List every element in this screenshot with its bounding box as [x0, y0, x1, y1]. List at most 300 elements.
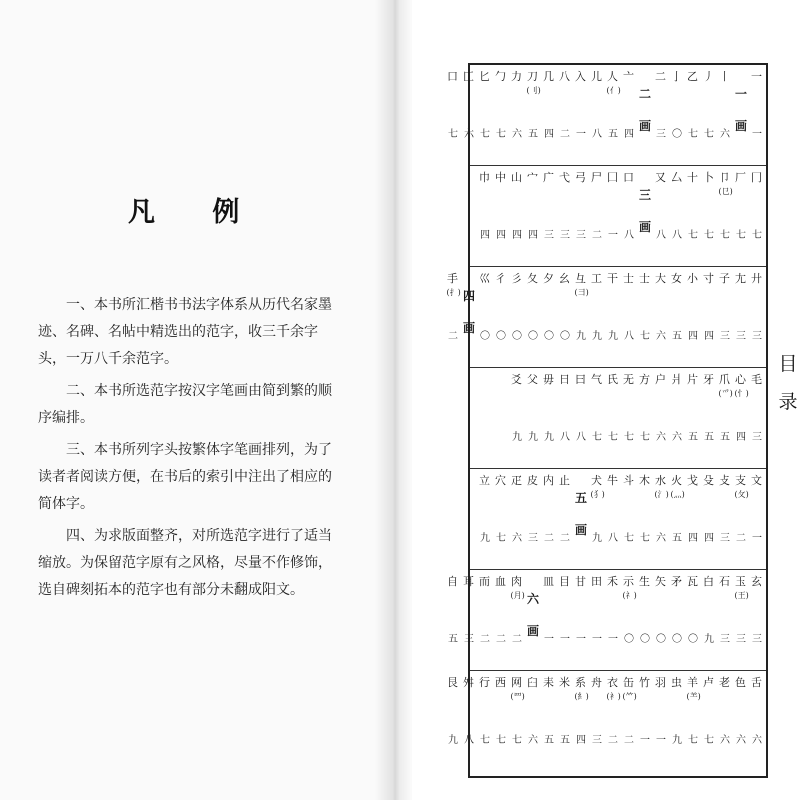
- toc-entry[interactable]: [495, 469, 506, 544]
- toc-radical: 寸: [703, 272, 714, 285]
- toc-radical-variant: (月): [510, 591, 525, 600]
- toc-entry[interactable]: [639, 368, 650, 443]
- toc-radical: 玄: [751, 575, 762, 588]
- toc-radical-variant: (礻): [622, 591, 637, 600]
- toc-entry[interactable]: [751, 267, 762, 342]
- toc-page-number: 一: [592, 634, 602, 645]
- toc-entry[interactable]: [479, 469, 490, 544]
- toc-radical-variant: (衤): [606, 692, 621, 701]
- toc-entry[interactable]: [751, 469, 762, 544]
- toc-radical: 彡: [511, 272, 522, 285]
- toc-entry[interactable]: [606, 65, 621, 140]
- toc-entry[interactable]: [686, 671, 701, 746]
- toc-radical: 囗: [607, 171, 618, 184]
- toc-entry[interactable]: [479, 267, 490, 342]
- toc-radical: 二: [655, 70, 666, 83]
- toc-page-number: 九: [592, 331, 602, 342]
- toc-page-number: 七: [720, 230, 730, 241]
- toc-entry[interactable]: [623, 166, 634, 241]
- toc-radical: 勹: [495, 70, 506, 83]
- toc-entry[interactable]: [495, 671, 506, 746]
- toc-page-number: 六: [464, 129, 474, 140]
- toc-entry[interactable]: [559, 166, 570, 241]
- toc-page-number: 九: [672, 735, 682, 746]
- toc-entry[interactable]: [751, 166, 762, 241]
- stroke-label-char: 三: [638, 188, 651, 202]
- toc-entry[interactable]: [670, 469, 685, 544]
- toc-page-number: 二: [560, 533, 570, 544]
- toc-page-number: 五: [688, 432, 698, 443]
- stroke-label-char: 二: [638, 87, 651, 101]
- toc-page-number: 一: [752, 533, 762, 544]
- toc-entry[interactable]: [607, 267, 618, 342]
- toc-entry[interactable]: [543, 469, 554, 544]
- toc-page-number: 六: [752, 735, 762, 746]
- toc-radical: 示: [623, 575, 634, 588]
- toc-page-number: 七: [704, 129, 714, 140]
- toc-page-number: 四: [528, 230, 538, 241]
- toc-entry[interactable]: [719, 671, 730, 746]
- toc-radical: 工: [591, 272, 602, 285]
- toc-radical: 士: [623, 272, 634, 285]
- toc-radical: 攴: [719, 474, 730, 487]
- toc-entry[interactable]: [751, 368, 762, 443]
- toc-page-number: 八: [656, 230, 666, 241]
- toc-radical-variant: (刂): [526, 86, 541, 95]
- toc-radical: 火: [671, 474, 682, 487]
- toc-page-number: 一: [576, 634, 586, 645]
- toc-entry[interactable]: [687, 570, 698, 645]
- toc-radical-variant: (罒): [510, 692, 525, 701]
- toc-entry[interactable]: [687, 368, 698, 443]
- toc-entry[interactable]: [479, 570, 490, 645]
- toc-radical: 米: [559, 676, 570, 689]
- toc-entry[interactable]: [559, 368, 570, 443]
- toc-radical: 皿: [543, 575, 554, 588]
- toc-entry[interactable]: [463, 570, 474, 645]
- toc-entry[interactable]: [591, 65, 602, 140]
- toc-radical: 缶: [623, 676, 634, 689]
- toc-page-number: 四: [512, 230, 522, 241]
- toc-entry[interactable]: [479, 166, 490, 241]
- toc-page-number: 二: [624, 735, 634, 746]
- toc-entry[interactable]: [622, 570, 637, 645]
- stroke-label-char: 画: [638, 220, 651, 234]
- toc-page-number: 五: [544, 735, 554, 746]
- toc-page-number: 八: [560, 432, 570, 443]
- toc-radical: 廾: [751, 272, 762, 285]
- toc-entry[interactable]: [511, 267, 522, 342]
- toc-radical: 水: [655, 474, 666, 487]
- toc-entry[interactable]: [526, 65, 541, 140]
- toc-entry[interactable]: [639, 469, 650, 544]
- toc-radical-variant: (灬): [670, 490, 685, 499]
- toc-entry[interactable]: [447, 65, 458, 140]
- toc-row: [470, 368, 766, 469]
- toc-page-number: 九: [576, 331, 586, 342]
- toc-radical: 穴: [495, 474, 506, 487]
- toc-entry[interactable]: [719, 469, 730, 544]
- toc-entry[interactable]: [543, 671, 554, 746]
- toc-entry[interactable]: [495, 267, 506, 342]
- toc-radical: 厂: [735, 171, 746, 184]
- toc-radical: 手: [447, 272, 458, 285]
- toc-page-number: 七: [624, 432, 634, 443]
- toc-radical-variant: (犭): [590, 490, 605, 499]
- toc-page-number: 四: [704, 533, 714, 544]
- toc-radical: 白: [703, 575, 714, 588]
- toc-entry[interactable]: [607, 570, 618, 645]
- toc-page-number: 一: [608, 230, 618, 241]
- toc-entry[interactable]: [719, 570, 730, 645]
- toc-radical: 口: [623, 171, 634, 184]
- toc-page-number: 四: [624, 129, 634, 140]
- toc-page-number: 七: [688, 230, 698, 241]
- toc-entry[interactable]: [479, 671, 490, 746]
- toc-page-number: 七: [752, 230, 762, 241]
- toc-entry[interactable]: [639, 570, 650, 645]
- toc-entry[interactable]: [719, 267, 730, 342]
- toc-page-number: 〇: [688, 634, 698, 645]
- toc-entry[interactable]: [575, 166, 586, 241]
- toc-entry[interactable]: [735, 671, 746, 746]
- toc-page-number: 四: [496, 230, 506, 241]
- toc-entry[interactable]: [527, 671, 538, 746]
- toc-page-number: 五: [720, 432, 730, 443]
- stroke-count-label: [638, 87, 652, 151]
- toc-page-number: 六: [736, 735, 746, 746]
- toc-entry[interactable]: [623, 65, 634, 140]
- toc-entry[interactable]: [479, 65, 490, 140]
- toc-radical: 羊: [687, 676, 698, 689]
- toc-radical: 网: [511, 676, 522, 689]
- toc-radical: 牙: [703, 373, 714, 386]
- toc-entry[interactable]: [703, 671, 714, 746]
- toc-entry[interactable]: [559, 267, 570, 342]
- toc-entry[interactable]: [607, 166, 618, 241]
- toc-page-number: 〇: [640, 634, 650, 645]
- toc-radical: 气: [591, 373, 602, 386]
- toc-radical: 毛: [751, 373, 762, 386]
- toc-page-number: 七: [496, 533, 506, 544]
- toc-page-number: 三: [656, 129, 666, 140]
- toc-page-number: 一: [560, 634, 570, 645]
- toc-radical: 士: [639, 272, 650, 285]
- toc-radical: 尢: [735, 272, 746, 285]
- toc-page-number: 七: [640, 533, 650, 544]
- toc-entry[interactable]: [559, 671, 570, 746]
- toc-entry[interactable]: [655, 368, 666, 443]
- toc-radical: 夂: [527, 272, 538, 285]
- toc-entry[interactable]: [574, 267, 589, 342]
- toc-entry[interactable]: [654, 469, 669, 544]
- toc-page-number: 七: [624, 533, 634, 544]
- toc-entry[interactable]: [575, 65, 586, 140]
- toc-entry[interactable]: [607, 469, 618, 544]
- toc-radical: 衣: [607, 676, 618, 689]
- toc-radical: 矛: [671, 575, 682, 588]
- toc-page-number: 三: [720, 331, 730, 342]
- toc-entry[interactable]: [527, 469, 538, 544]
- toc-radical: 夕: [543, 272, 554, 285]
- toc-radical: 瓦: [687, 575, 698, 588]
- toc-radical: 彑: [575, 272, 586, 285]
- stroke-count-label: [638, 188, 652, 252]
- toc-page-number: 六: [672, 432, 682, 443]
- toc-entry[interactable]: [623, 267, 634, 342]
- toc-page-number: 六: [528, 735, 538, 746]
- toc-entry[interactable]: [622, 671, 637, 746]
- toc-entry[interactable]: [543, 267, 554, 342]
- toc-radical: 支: [735, 474, 746, 487]
- toc-page-number: 七: [592, 432, 602, 443]
- toc-radical: 亅: [671, 70, 682, 83]
- toc-entry[interactable]: [591, 368, 602, 443]
- toc-radical: 曰: [575, 373, 586, 386]
- toc-page-number: 三: [576, 230, 586, 241]
- toc-radical: 十: [687, 171, 698, 184]
- toc-entry[interactable]: [718, 166, 733, 241]
- toc-radical: 丨: [719, 70, 730, 83]
- toc-entry[interactable]: [590, 469, 605, 544]
- toc-entry[interactable]: [687, 267, 698, 342]
- toc-radical: 氏: [607, 373, 618, 386]
- toc-entry[interactable]: [734, 469, 749, 544]
- toc-page-number: 三: [592, 735, 602, 746]
- toc-entry[interactable]: [671, 267, 682, 342]
- toc-entry[interactable]: [703, 65, 714, 140]
- toc-entry[interactable]: [671, 671, 682, 746]
- toc-entry[interactable]: [511, 166, 522, 241]
- toc-entry[interactable]: [495, 65, 506, 140]
- toc-radical: 刀: [527, 70, 538, 83]
- toc-page-number: 二: [480, 634, 490, 645]
- toc-radical: 毋: [543, 373, 554, 386]
- toc-radical: 广: [543, 171, 554, 184]
- toc-radical: 爿: [671, 373, 682, 386]
- toc-entry[interactable]: [703, 267, 714, 342]
- toc-entry[interactable]: [655, 267, 666, 342]
- toc-radical-variant: (亻): [606, 86, 621, 95]
- toc-page-number: 三: [560, 230, 570, 241]
- toc-radical-variant: (糹): [574, 692, 589, 701]
- toc-entry[interactable]: [591, 570, 602, 645]
- toc-radical: 立: [479, 474, 490, 487]
- toc-entry[interactable]: [527, 166, 538, 241]
- toc-page-number: 〇: [480, 331, 490, 342]
- toc-entry[interactable]: [543, 570, 554, 645]
- toc-radical: 舛: [463, 676, 474, 689]
- toc-entry[interactable]: [623, 368, 634, 443]
- toc-page-number: 五: [528, 129, 538, 140]
- toc-entry[interactable]: [751, 570, 762, 645]
- toc-page-number: 一: [576, 129, 586, 140]
- toc-entry[interactable]: [591, 671, 602, 746]
- toc-radical: 耳: [463, 575, 474, 588]
- left-page-title: 凡 例: [128, 197, 264, 228]
- toc-entry[interactable]: [463, 671, 474, 746]
- toc-page-number: 七: [448, 129, 458, 140]
- toc-entry[interactable]: [671, 166, 682, 241]
- toc-entry[interactable]: [655, 65, 666, 140]
- toc-radical: 户: [655, 373, 666, 386]
- toc-radical: 片: [687, 373, 698, 386]
- toc-entry[interactable]: [527, 368, 538, 443]
- toc-row: [447, 65, 766, 166]
- toc-entry[interactable]: [703, 368, 714, 443]
- toc-entry[interactable]: [687, 469, 698, 544]
- toc-radical: 子: [719, 272, 730, 285]
- toc-entry[interactable]: [559, 469, 570, 544]
- toc-page-number: 九: [608, 331, 618, 342]
- toc-entry[interactable]: [495, 166, 506, 241]
- toc-entry[interactable]: [543, 65, 554, 140]
- toc-page-number: 一: [544, 634, 554, 645]
- toc-radical: 皮: [527, 474, 538, 487]
- toc-radical: 大: [655, 272, 666, 285]
- toc-entry[interactable]: [606, 671, 621, 746]
- toc-radical-variant: (爫): [718, 389, 733, 398]
- toc-entry[interactable]: [734, 368, 749, 443]
- toc-entry[interactable]: [687, 166, 698, 241]
- toc-page-number: 八: [624, 331, 634, 342]
- toc-entry[interactable]: [655, 166, 666, 241]
- toc-radical: 八: [559, 70, 570, 83]
- toc-radical: 戈: [687, 474, 698, 487]
- toc-entry[interactable]: [719, 65, 730, 140]
- toc-entry[interactable]: [447, 570, 458, 645]
- stroke-label-char: 画: [638, 119, 651, 133]
- toc-page-number: 九: [448, 735, 458, 746]
- toc-entry[interactable]: [751, 65, 762, 140]
- toc-radical: 力: [511, 70, 522, 83]
- toc-radical: 幺: [559, 272, 570, 285]
- toc-page-number: 七: [736, 230, 746, 241]
- toc-radical: 甘: [575, 575, 586, 588]
- toc-entry[interactable]: [703, 570, 714, 645]
- toc-page-number: 五: [560, 735, 570, 746]
- toc-page-number: 三: [736, 634, 746, 645]
- toc-page-number: 六: [656, 432, 666, 443]
- toc-page-number: 四: [688, 533, 698, 544]
- toc-entry[interactable]: [527, 267, 538, 342]
- toc-radical: 彳: [495, 272, 506, 285]
- toc-entry[interactable]: [463, 65, 474, 140]
- toc-radical: 人: [607, 70, 618, 83]
- stroke-label-char: 画: [462, 321, 475, 335]
- toc-heading-char: 目: [778, 353, 798, 375]
- toc-entry[interactable]: [623, 469, 634, 544]
- toc-page-number: 三: [544, 230, 554, 241]
- toc-entry[interactable]: [574, 671, 589, 746]
- toc-radical: 弋: [559, 171, 570, 184]
- toc-radical-variant: (王): [734, 591, 749, 600]
- toc-radical: 禾: [607, 575, 618, 588]
- toc-radical: 文: [751, 474, 762, 487]
- toc-radical: 弓: [575, 171, 586, 184]
- toc-entry[interactable]: [671, 65, 682, 140]
- toc-entry[interactable]: [591, 166, 602, 241]
- toc-entry[interactable]: [655, 570, 666, 645]
- toc-entry[interactable]: [559, 570, 570, 645]
- toc-entry[interactable]: [543, 166, 554, 241]
- toc-radical: 巛: [479, 272, 490, 285]
- toc-entry[interactable]: [607, 368, 618, 443]
- toc-page-number: 八: [608, 533, 618, 544]
- toc-page-number: 八: [592, 129, 602, 140]
- toc-entry[interactable]: [591, 267, 602, 342]
- toc-entry[interactable]: [510, 570, 525, 645]
- toc-page-number: 七: [640, 432, 650, 443]
- toc-entry[interactable]: [559, 65, 570, 140]
- toc-entry[interactable]: [703, 166, 714, 241]
- note-paragraph-3: 三、本书所列字头按繁体字笔画排列，为了读者者阅读方便，在书后的索引中注出了相应的简体字。: [38, 442, 332, 512]
- toc-entry[interactable]: [446, 267, 461, 342]
- toc-page-number: 三: [464, 634, 474, 645]
- toc-entry[interactable]: [671, 570, 682, 645]
- toc-radical: 舌: [751, 676, 762, 689]
- toc-radical: 一: [751, 70, 762, 83]
- toc-radical: 殳: [703, 474, 714, 487]
- toc-entry[interactable]: [655, 671, 666, 746]
- toc-radical: 宀: [527, 171, 538, 184]
- toc-entry[interactable]: [703, 469, 714, 544]
- toc-radical-variant: (忄): [734, 389, 749, 398]
- stroke-label-char: 六: [526, 592, 539, 606]
- toc-entry[interactable]: [671, 368, 682, 443]
- toc-page-number: 一: [752, 129, 762, 140]
- note-paragraph-4: 四、为求版面整齐，对所选范字进行了适当缩放。为保留范字原有之风格，尽量不作修饰，选自碑刻拓本的范字也有部分未翻成阳文。: [38, 528, 332, 598]
- toc-page-number: 九: [592, 533, 602, 544]
- toc-entry[interactable]: [751, 671, 762, 746]
- toc-radical-variant: (㔾): [718, 187, 733, 196]
- toc-radical: 肉: [511, 575, 522, 588]
- toc-entry[interactable]: [510, 671, 525, 746]
- toc-entry[interactable]: [495, 570, 506, 645]
- stroke-label-char: 四: [462, 289, 475, 303]
- toc-radical: 目: [559, 575, 570, 588]
- toc-entry[interactable]: [575, 570, 586, 645]
- toc-radical: 中: [495, 171, 506, 184]
- toc-entry[interactable]: [639, 671, 650, 746]
- toc-radical: 玉: [735, 575, 746, 588]
- toc-radical: 又: [655, 171, 666, 184]
- toc-entry[interactable]: [511, 368, 522, 443]
- toc-page-number: 三: [752, 432, 762, 443]
- toc-page-number: 七: [608, 432, 618, 443]
- toc-page-number: 三: [752, 331, 762, 342]
- toc-entry[interactable]: [575, 368, 586, 443]
- toc-radical: 无: [623, 373, 634, 386]
- toc-radical-variant: (⺮): [622, 692, 637, 701]
- toc-radical: 犬: [591, 474, 602, 487]
- toc-entry[interactable]: [718, 368, 733, 443]
- toc-entry[interactable]: [734, 570, 749, 645]
- toc-radical: 入: [575, 70, 586, 83]
- toc-entry[interactable]: [687, 65, 698, 140]
- toc-entry[interactable]: [511, 65, 522, 140]
- toc-page-number: 一: [640, 735, 650, 746]
- toc-radical: 矢: [655, 575, 666, 588]
- toc-entry[interactable]: [447, 671, 458, 746]
- toc-entry[interactable]: [639, 267, 650, 342]
- toc-entry[interactable]: [511, 469, 522, 544]
- toc-entry[interactable]: [735, 267, 746, 342]
- stroke-label-char: 五: [574, 491, 587, 505]
- toc-entry[interactable]: [543, 368, 554, 443]
- toc-entry[interactable]: [735, 166, 746, 241]
- toc-page-number: 一: [656, 735, 666, 746]
